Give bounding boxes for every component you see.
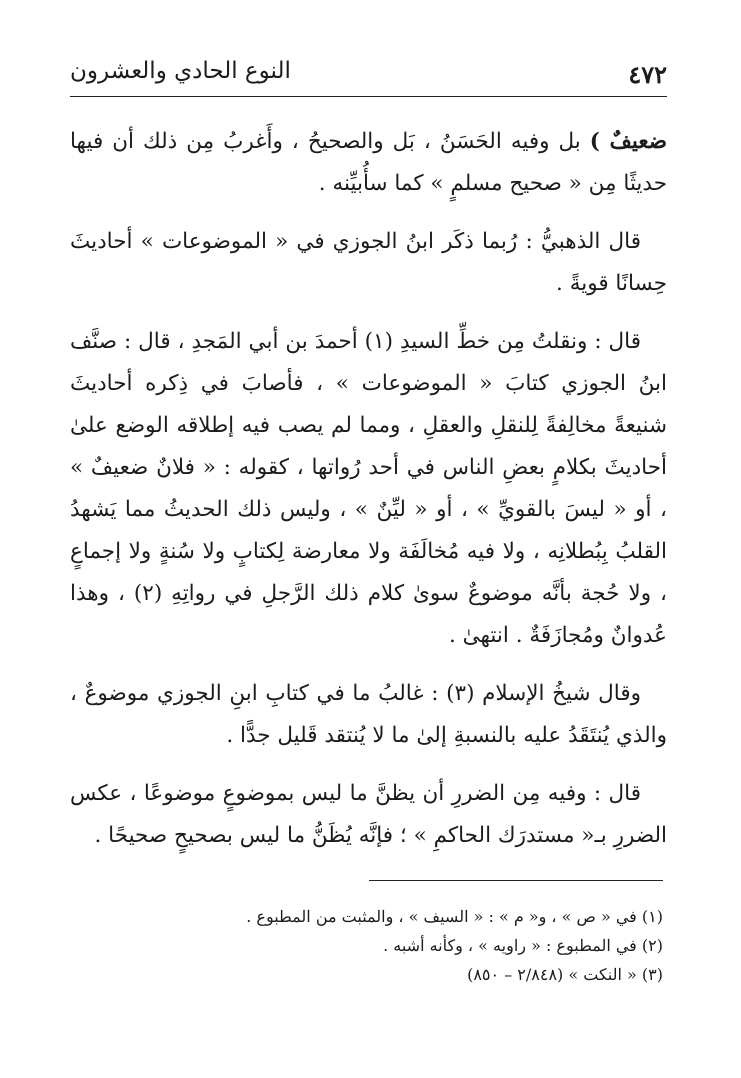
running-title: النوع الحادي والعشرون: [70, 58, 291, 84]
paragraph-4: وقال شيخُ الإسلام (٣) : غالبُ ما في كتابِ ابنِ الجوزي موضوعٌ ، والذي يُنتَقَدُ عليه بالنسبةِ إلىٰ ما لا يُنتقد قَليل جدًّا .: [70, 681, 667, 748]
bold-lead-word: ضعيفٌ ): [589, 129, 667, 154]
footnote-1: (١) في « ص » ، و« م » : « السيف » ، والمثبت من المطبوع .: [246, 907, 663, 926]
paragraph-3: قال : ونقلتُ مِن خطِّ السيدِ (١) أحمدَ بن أبي المَجدِ ، قال : صنَّف ابنُ الجوزي كتابَ « الموضوعات » ، فأصابَ في ذِكره أحاديثَ شنيعةً مخالِفةً لِلنقلِ والعقلِ ، ومما لم يصب فيه إطلاقه الوضع علىٰ أحاديثَ بكلامٍ بعضِ الناس في أحد رُواتها ، كقوله : « فلانٌ ضعيفٌ » ، أو « ليسَ بالقويِّ » ، أو « ليِّنٌ » ، وليس ذلك الحديثُ مما يَشهدُ القلبُ بِبُطلانِه ، ولا فيه مُخالَفَة ولا معارضة لِكتابٍ ولا سُنةٍ ولا إجماعٍ ، ولا حُجة بأنَّه موضوعٌ سوىٰ كلام ذلك الرَّجلِ في رواتِهِ (٢) ، وهذا عُدوانٌ ومُجازَفَةٌ . انتهىٰ .: [70, 329, 667, 648]
footnote-2: (٢) في المطبوع : « راويه » ، وكأنه أشبه .: [383, 936, 663, 955]
header-rule: [70, 96, 667, 97]
page-header: [70, 50, 667, 98]
footnotes: [73, 902, 663, 989]
paragraph-2: قال الذهبيُّ : رُبما ذكَر ابنُ الجوزي في « الموضوعات » أحاديثَ حِسانًا قويةً .: [70, 229, 667, 296]
paragraph-1-text: بل وفيه الحَسَنُ ، بَل والصحيحُ ، وأَغربُ مِن ذلك أن فيها حديثًا مِن « صحيح مسلمٍ » كما سأُبيِّنه .: [70, 129, 667, 196]
footnote-3: (٣) « النكت » (٢/٨٤٨ – ٨٥٠): [467, 965, 663, 984]
footnote-rule: [369, 880, 663, 881]
page-number: ٤٧٢: [628, 60, 667, 89]
paragraph-1: [70, 121, 667, 205]
body-text: [70, 121, 667, 857]
paragraph-5: قال : وفيه مِن الضررِ أن يظنَّ ما ليس بموضوعٍ موضوعًا ، عكس الضررِ بـ« مستدرَك الحاكمِ » ؛ فإنَّه يُظَنُّ ما ليس بصحيحٍ صحيحًا .: [70, 781, 667, 848]
